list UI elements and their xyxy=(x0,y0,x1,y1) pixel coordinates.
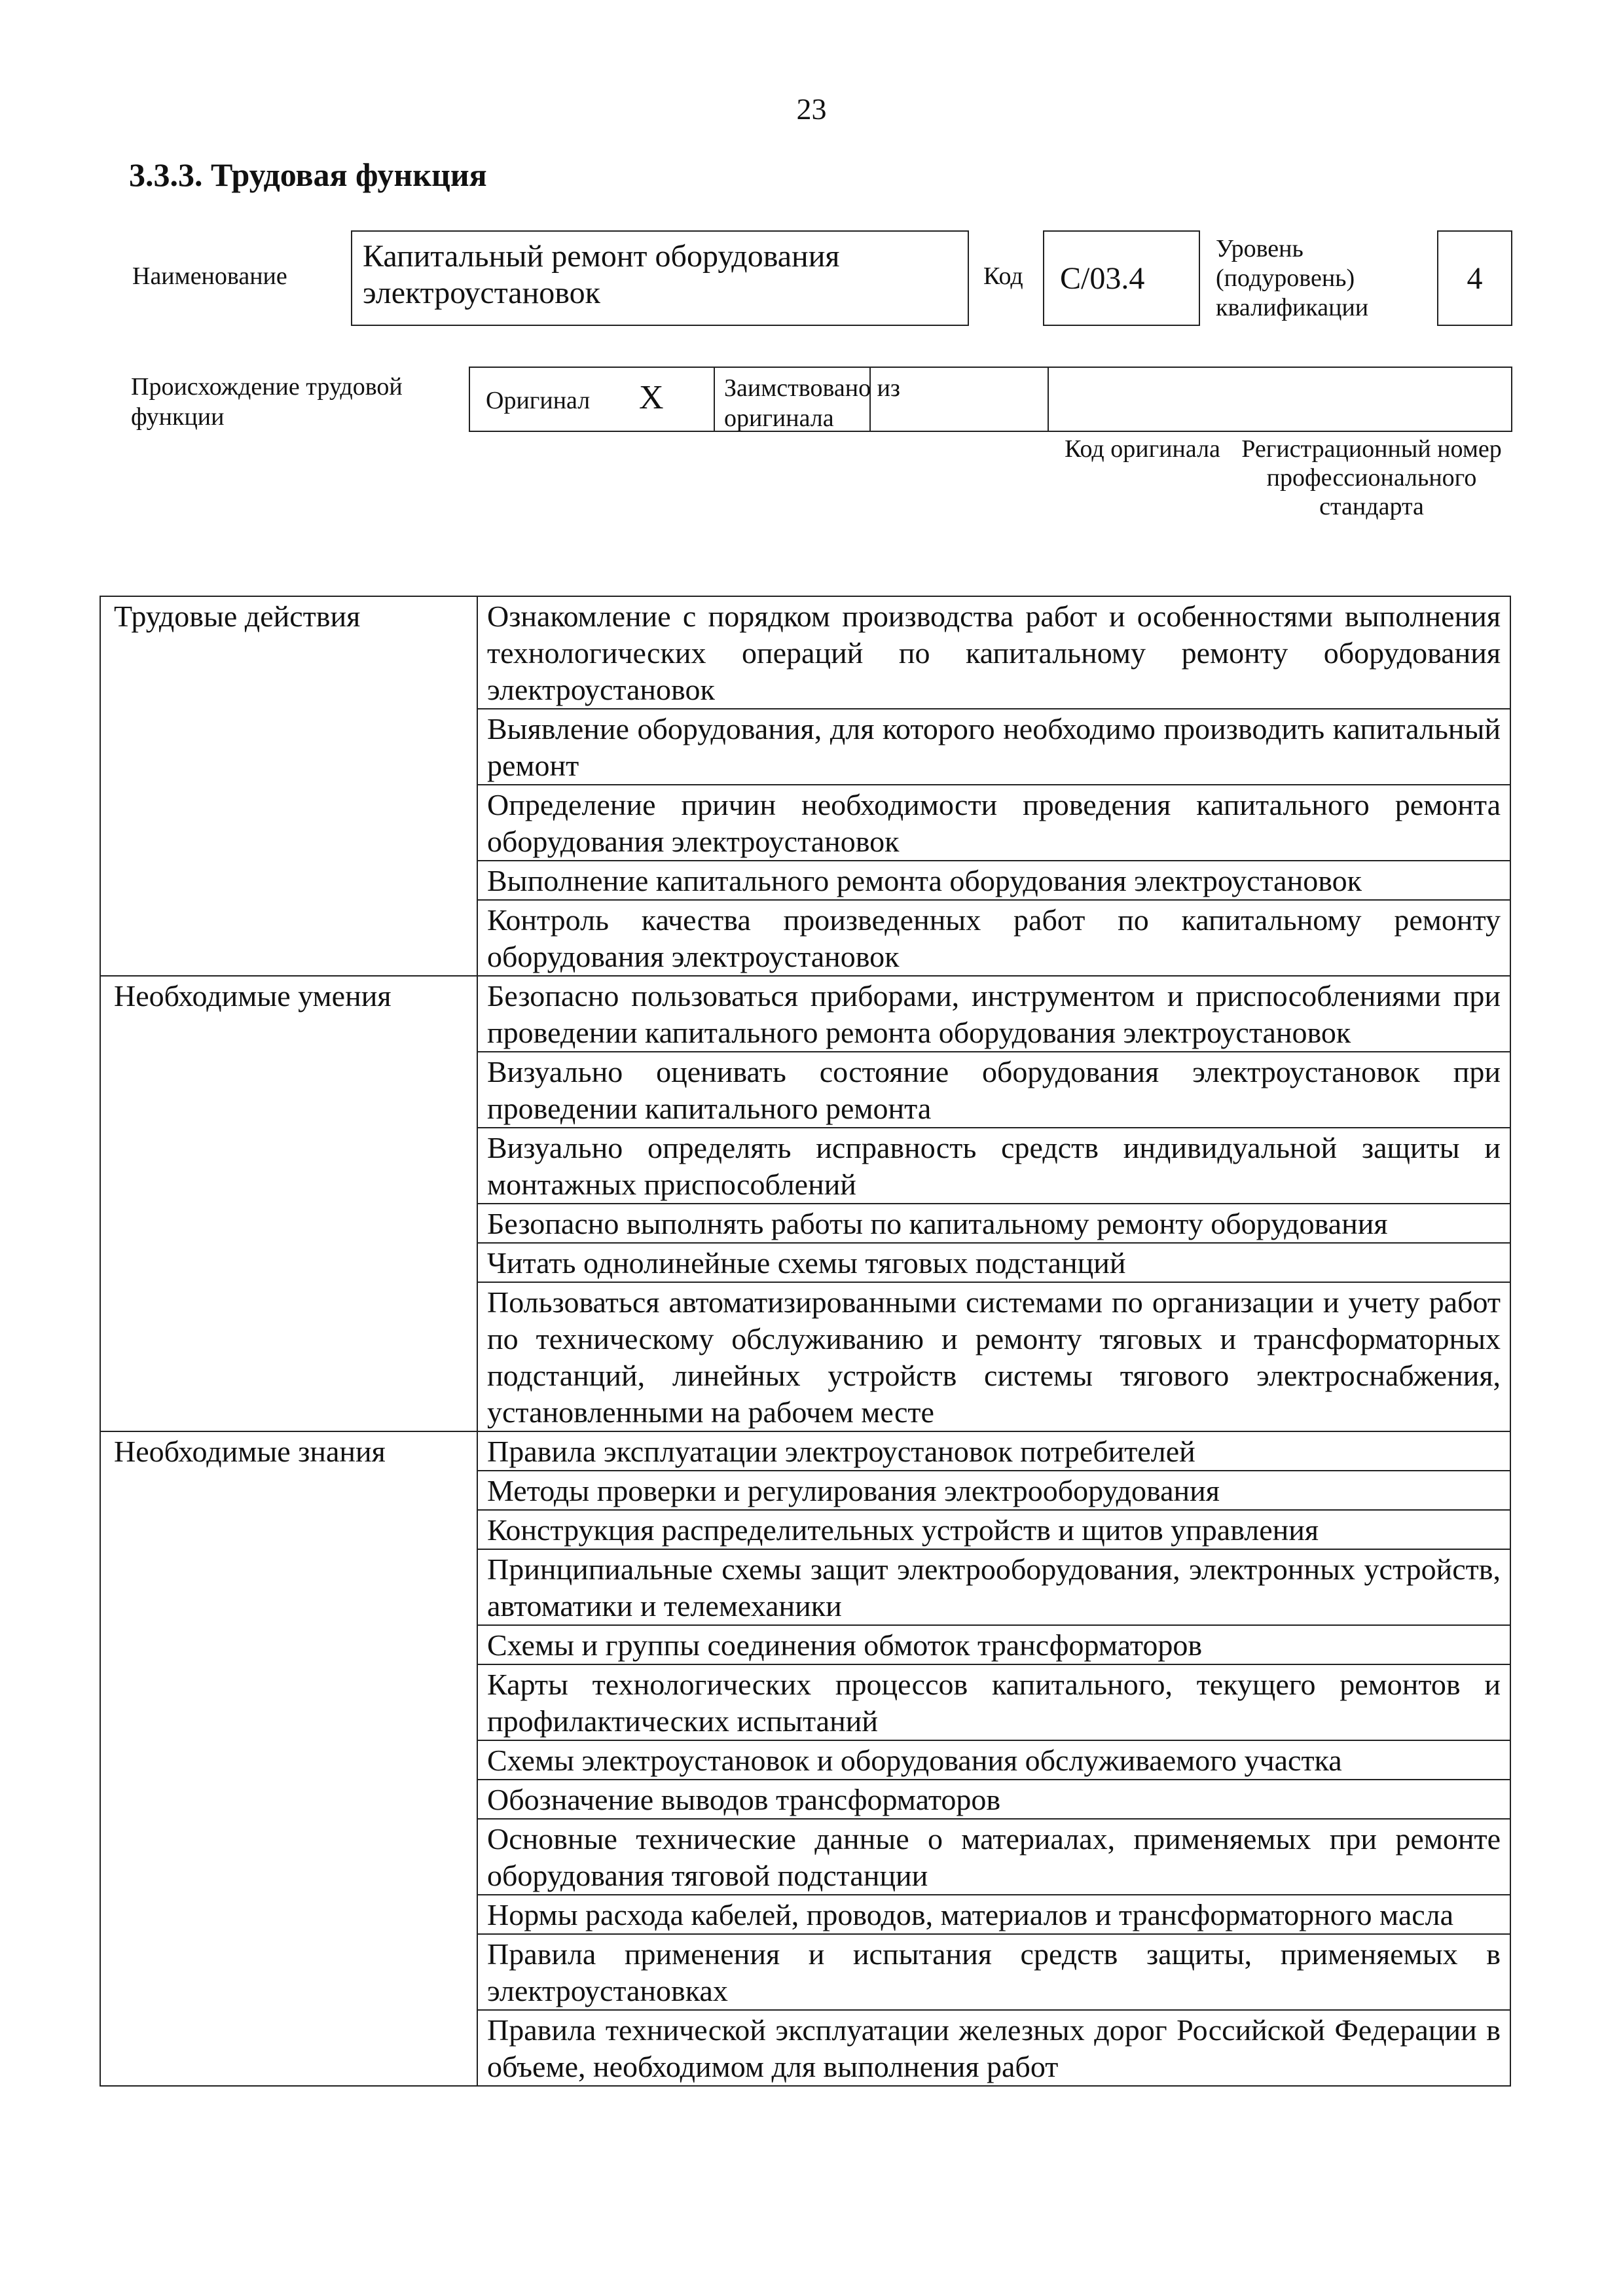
item-cell: Принципиальные схемы защит электрооборудования, электронных устройств, автоматики и телемеханики xyxy=(477,1549,1510,1625)
item-cell: Правила применения и испытания средств защиты, применяемых в электроустановках xyxy=(477,1934,1510,2010)
code-original-caption: Код оригинала xyxy=(1065,435,1220,463)
category-cell: Необходимые знания xyxy=(100,1431,477,2086)
qualification-level-label: Уровень (подуровень) квалификации xyxy=(1216,235,1369,321)
table-row xyxy=(100,976,1510,1052)
qualification-level-field: 4 xyxy=(1437,230,1512,326)
origin-original-cell xyxy=(470,368,715,431)
original-label: Оригинал xyxy=(486,387,591,414)
name-label: Наименование xyxy=(132,262,287,290)
item-cell: Карты технологических процессов капитального, текущего ремонтов и профилактических испытаний xyxy=(477,1664,1510,1740)
section-heading: 3.3.3. Трудовая функция xyxy=(129,156,487,193)
item-cell: Правила технической эксплуатации железных дорог Российской Федерации в объеме, необходимом для выполнения работ xyxy=(477,2010,1510,2086)
reg-number-caption: Регистрационный номер профессионального стандарта xyxy=(1241,435,1502,520)
item-cell: Пользоваться автоматизированными системами по организации и учету работ по техническому обслуживанию и ремонту тяговых и трансформаторных подстанций, линейных устройств системы тягового электроснабжения, установленными на рабочем месте xyxy=(477,1282,1510,1431)
origin-label: Происхождение трудовой функции xyxy=(131,373,403,431)
item-cell: Основные технические данные о материалах, применяемых при ремонте оборудования тяговой подстанции xyxy=(477,1819,1510,1895)
function-name-field: Капитальный ремонт оборудования электроустановок xyxy=(351,230,969,326)
category-cell: Необходимые умения xyxy=(100,976,477,1431)
category-cell: Трудовые действия xyxy=(100,596,477,976)
function-code-field: C/03.4 xyxy=(1043,230,1200,326)
item-cell: Визуально определять исправность средств индивидуальной защиты и монтажных приспособлений xyxy=(477,1128,1510,1204)
item-cell: Определение причин необходимости проведения капитального ремонта оборудования электроустановок xyxy=(477,785,1510,861)
item-cell: Схемы и группы соединения обмоток трансформаторов xyxy=(477,1625,1510,1664)
item-cell: Методы проверки и регулирования электрооборудования xyxy=(477,1471,1510,1510)
item-cell: Безопасно пользоваться приборами, инструментом и приспособлениями при проведении капитального ремонта оборудования электроустановок xyxy=(477,976,1510,1052)
table-row xyxy=(100,596,1510,709)
item-cell: Ознакомление с порядком производства работ и особенностями выполнения технологических операций по капитальному ремонту оборудования электроустановок xyxy=(477,596,1510,709)
item-cell: Читать однолинейные схемы тяговых подстанций xyxy=(477,1243,1510,1282)
item-cell: Нормы расхода кабелей, проводов, материалов и трансформаторного масла xyxy=(477,1895,1510,1934)
item-cell: Безопасно выполнять работы по капитальному ремонту оборудования xyxy=(477,1204,1510,1243)
item-cell: Выявление оборудования, для которого необходимо производить капитальный ремонт xyxy=(477,709,1510,785)
item-cell: Контроль качества произведенных работ по капитальному ремонту оборудования электроустановок xyxy=(477,900,1510,976)
item-cell: Выполнение капитального ремонта оборудования электроустановок xyxy=(477,861,1510,900)
item-cell: Правила эксплуатации электроустановок потребителей xyxy=(477,1431,1510,1471)
item-cell: Конструкция распределительных устройств и щитов управления xyxy=(477,1510,1510,1549)
table-row xyxy=(100,1431,1510,1471)
item-cell: Визуально оценивать состояние оборудования электроустановок при проведении капитального ремонта xyxy=(477,1052,1510,1128)
item-cell: Обозначение выводов трансформаторов xyxy=(477,1780,1510,1819)
original-mark: X xyxy=(639,379,664,416)
page-number: 23 xyxy=(796,92,827,126)
origin-row xyxy=(469,367,1512,432)
item-cell: Схемы электроустановок и оборудования обслуживаемого участка xyxy=(477,1740,1510,1780)
labor-function-table xyxy=(100,596,1511,2087)
borrowed-label: Заимствовано из оригинала xyxy=(724,374,900,432)
code-label: Код xyxy=(983,262,1023,290)
origin-reg-number-cell xyxy=(1049,368,1512,431)
